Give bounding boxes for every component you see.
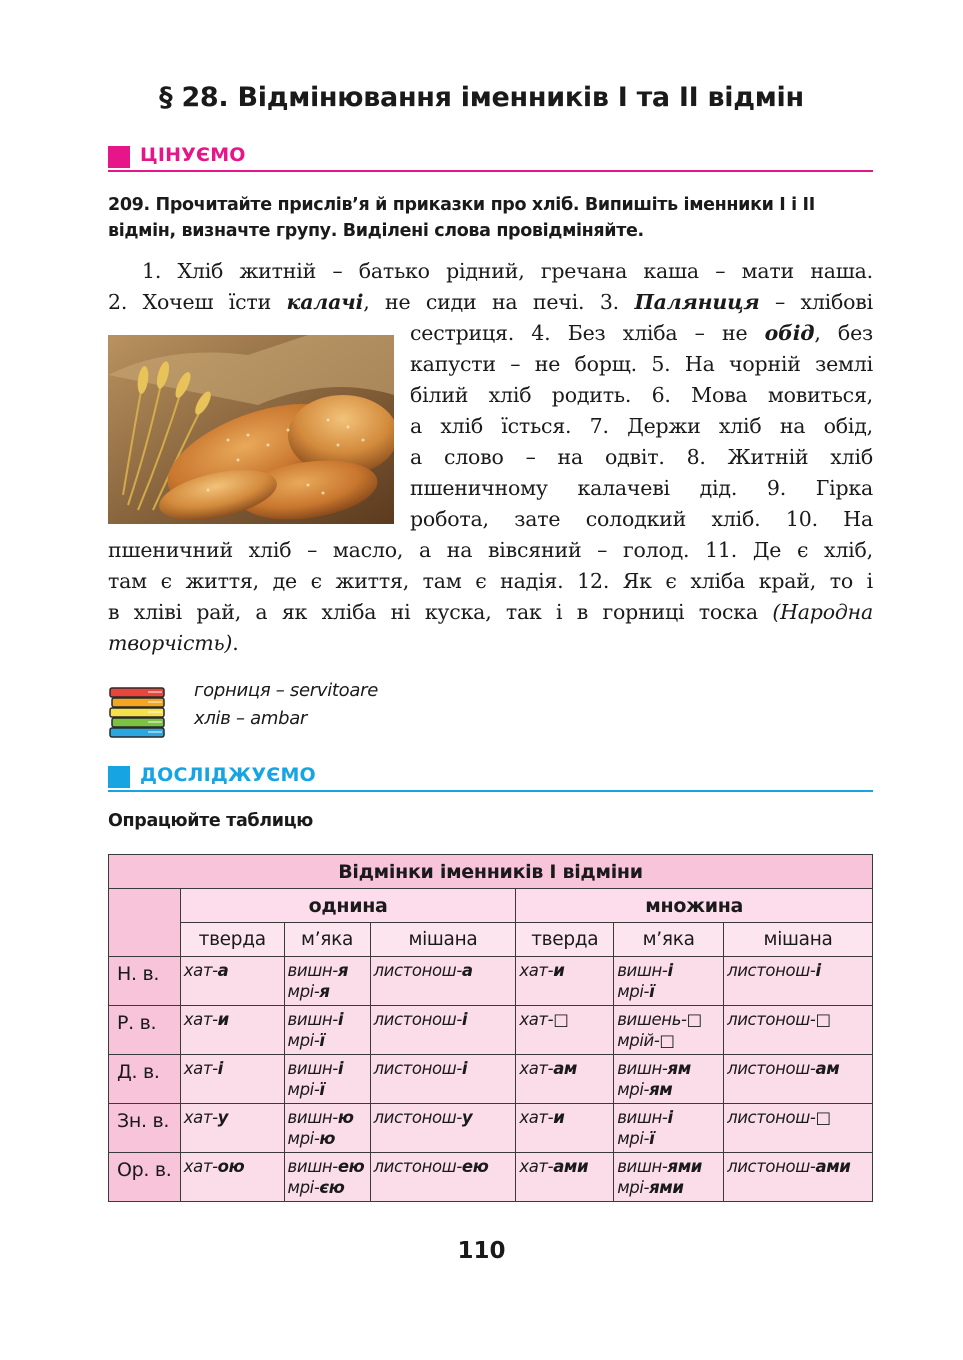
- table-cell: [614, 1055, 724, 1104]
- word-ending: и: [553, 1108, 565, 1127]
- text-line: пшеничному калачеві дід. 9. Гірка: [410, 476, 873, 500]
- table-body: [109, 957, 873, 1202]
- word-ending: ї: [649, 1129, 655, 1148]
- vocabulary-box: [108, 680, 508, 740]
- word-stem: вишн-: [287, 1108, 338, 1127]
- table-cell: [370, 1104, 516, 1153]
- word-form: [184, 960, 281, 981]
- word-ending: ї: [319, 1031, 325, 1050]
- word-form: [184, 1107, 281, 1128]
- table-cell: [516, 1153, 614, 1202]
- table-cell: [614, 957, 724, 1006]
- table-cell: [516, 1104, 614, 1153]
- word-form: [288, 1009, 367, 1030]
- section-header-doslidzhuemo: [108, 762, 873, 792]
- section-label: ДОСЛІДЖУЄМО: [140, 764, 316, 786]
- table-corner: [109, 889, 181, 957]
- table-cell: [284, 957, 370, 1006]
- word-stem: листонош-: [727, 961, 816, 980]
- case-label: Н. в.: [109, 957, 181, 1006]
- word-ending: ами: [553, 1157, 589, 1176]
- word-ending: і: [337, 1059, 344, 1078]
- table-cell: [370, 1055, 516, 1104]
- word-stem: листонош-: [727, 1157, 816, 1176]
- word-stem: хат-: [183, 1059, 218, 1078]
- text-line: в хліві рай, а як хліба ні куска, так і в горниці тоска (Народна: [108, 600, 873, 624]
- word-ending: ями: [667, 1157, 702, 1176]
- word-form: [519, 1107, 610, 1128]
- word-form: [727, 1156, 869, 1177]
- word-form: [617, 1128, 720, 1149]
- word-stem: вишн-: [617, 1059, 668, 1078]
- header-group: тверда: [180, 923, 284, 957]
- section-divider: [108, 170, 873, 172]
- word-stem: вишн-: [287, 1059, 338, 1078]
- proverbs-text-bottom: [108, 535, 873, 659]
- proverbs-text-top: [108, 256, 873, 318]
- word-ending: і: [337, 1010, 344, 1029]
- table-cell: [180, 1055, 284, 1104]
- books-stack-icon: [108, 686, 168, 740]
- word-form: [288, 1156, 367, 1177]
- bread-photo: [108, 335, 394, 524]
- word-ending: і: [667, 1108, 673, 1127]
- word-form: [617, 1058, 720, 1079]
- text-line: капусти – не борщ. 5. На чорній землі: [410, 352, 873, 376]
- page-title: § 28. Відмінювання іменників І та ІІ відмін: [159, 82, 804, 113]
- word-stem: мрі-: [287, 1178, 320, 1197]
- header-group: м’яка: [614, 923, 724, 957]
- word-stem: мрі-: [287, 1080, 320, 1099]
- word-form: [184, 1058, 281, 1079]
- word-form: [617, 1156, 720, 1177]
- text-line: пшеничний хліб – масло, а на вівсяний – голод. 11. Де є хліб,: [108, 538, 873, 562]
- table-cell: [724, 957, 873, 1006]
- word-form: [617, 1030, 720, 1051]
- word-ending: ю: [319, 1129, 336, 1148]
- word-ending: ею: [461, 1157, 489, 1176]
- header-plural: множина: [516, 889, 873, 923]
- word-ending: а: [461, 961, 473, 980]
- proverbs-text-wrap: [410, 318, 873, 535]
- word-ending: ями: [649, 1178, 684, 1197]
- square-marker-icon: [108, 146, 130, 168]
- word-stem: хат-: [183, 1010, 218, 1029]
- word-form: [727, 1058, 869, 1079]
- header-group: м’яка: [284, 923, 370, 957]
- word-form: [374, 1107, 513, 1128]
- word-stem: мрі-: [617, 982, 650, 1001]
- table-row: [109, 1104, 873, 1153]
- table-cell: [516, 1006, 614, 1055]
- table-row: [109, 957, 873, 1006]
- word-stem: хат-: [183, 1157, 218, 1176]
- word-ending: і: [667, 961, 673, 980]
- section-header-cinuemo: [108, 142, 873, 172]
- word-form: [519, 1156, 610, 1177]
- word-form: [288, 1128, 367, 1149]
- task-instruction: [108, 192, 873, 244]
- word-stem: вишн-: [287, 1010, 338, 1029]
- table-cell: [614, 1153, 724, 1202]
- word-form: [519, 1009, 610, 1030]
- word-form: [184, 1009, 281, 1030]
- word-ending: єю: [319, 1178, 345, 1197]
- word-stem: вишн-: [617, 1108, 668, 1127]
- text-line: а слово – на одвіт. 8. Житній хліб: [410, 445, 873, 469]
- table-cell: [284, 1055, 370, 1104]
- word-form: [727, 1009, 869, 1030]
- word-form: [617, 1107, 720, 1128]
- word-ending: ам: [553, 1059, 578, 1078]
- table-cell: [180, 1006, 284, 1055]
- table-cell: [614, 1006, 724, 1055]
- page-number: 110: [457, 1238, 506, 1264]
- word-stem: листонош-: [373, 1108, 462, 1127]
- word-stem: листонош-: [373, 1059, 462, 1078]
- word-ending: я: [319, 982, 330, 1001]
- text-line: там є життя, де є життя, там є надія. 12. Як є хліба край, то і: [108, 569, 873, 593]
- section-divider: [108, 790, 873, 792]
- word-form: [519, 1058, 610, 1079]
- table-cell: [284, 1104, 370, 1153]
- table-cell: [284, 1153, 370, 1202]
- word-stem: листонош-□: [727, 1010, 831, 1029]
- word-stem: мрі-: [287, 1129, 320, 1148]
- word-stem: хат-: [519, 1108, 554, 1127]
- word-ending: ами: [815, 1157, 851, 1176]
- word-stem: мрі-: [617, 1080, 650, 1099]
- table-cell: [724, 1153, 873, 1202]
- header-group: мішана: [724, 923, 873, 957]
- word-form: [617, 1079, 720, 1100]
- text-line: сестриця. 4. Без хліба – не обід, без: [410, 321, 873, 345]
- word-ending: я: [337, 961, 349, 980]
- word-stem: хат-: [519, 1157, 554, 1176]
- word-ending: і: [461, 1059, 468, 1078]
- table-cell: [724, 1006, 873, 1055]
- word-stem: вишн-: [287, 961, 338, 980]
- word-stem: листонош-: [373, 961, 462, 980]
- table-cell: [180, 1153, 284, 1202]
- table-row: [109, 1055, 873, 1104]
- word-ending: і: [217, 1059, 223, 1078]
- word-form: [617, 1009, 720, 1030]
- word-ending: і: [815, 961, 821, 980]
- task-number: 209.: [108, 195, 150, 215]
- text-line: а хліб їсться. 7. Держи хліб на обід,: [410, 414, 873, 438]
- bread-illustration-icon: [108, 335, 394, 524]
- header-group: тверда: [516, 923, 614, 957]
- word-stem: листонош-□: [727, 1108, 831, 1127]
- word-ending: ам: [815, 1059, 840, 1078]
- word-stem: вишн-: [617, 961, 668, 980]
- table-cell: [370, 1153, 516, 1202]
- text-line: 1. Хліб житній – батько рідний, гречана каша – мати наша.: [142, 259, 873, 283]
- table-cell: [724, 1104, 873, 1153]
- word-stem: хат-: [183, 1108, 218, 1127]
- table-instruction: Опрацюйте таблицю: [108, 811, 313, 831]
- word-form: [374, 1156, 513, 1177]
- word-stem: вишень-□: [617, 1010, 702, 1029]
- table-cell: [614, 1104, 724, 1153]
- word-form: [288, 1079, 367, 1100]
- case-label: Зн. в.: [109, 1104, 181, 1153]
- table-cell: [370, 957, 516, 1006]
- word-form: [374, 1058, 513, 1079]
- word-ending: ям: [667, 1059, 691, 1078]
- word-form: [617, 960, 720, 981]
- case-label: Д. в.: [109, 1055, 181, 1104]
- word-stem: хат-□: [519, 1010, 569, 1029]
- word-form: [288, 1107, 367, 1128]
- table-cell: [516, 1055, 614, 1104]
- table-cell: [180, 957, 284, 1006]
- word-ending: і: [461, 1010, 468, 1029]
- word-stem: вишн-: [287, 1157, 338, 1176]
- word-stem: мрій-□: [617, 1031, 675, 1050]
- word-stem: хат-: [183, 961, 218, 980]
- word-ending: у: [461, 1108, 473, 1127]
- case-label: Ор. в.: [109, 1153, 181, 1202]
- word-form: [374, 960, 513, 981]
- word-form: [288, 1030, 367, 1051]
- table-cell: [724, 1055, 873, 1104]
- word-form: [727, 1107, 869, 1128]
- word-ending: и: [217, 1010, 229, 1029]
- text-line: білий хліб родить. 6. Мова мовиться,: [410, 383, 873, 407]
- square-marker-icon: [108, 766, 130, 788]
- word-ending: ї: [649, 982, 655, 1001]
- table-title: Відмінки іменників І відміни: [109, 855, 873, 889]
- word-stem: вишн-: [617, 1157, 668, 1176]
- word-stem: листонош-: [727, 1059, 816, 1078]
- word-ending: ям: [649, 1080, 673, 1099]
- word-form: [519, 960, 610, 981]
- text-line: робота, зате солодкий хліб. 10. На: [410, 507, 873, 531]
- text-line: 2. Хочеш їсти калачі, не сиди на печі. 3. Паляниця – хлібові: [108, 290, 873, 314]
- word-stem: мрі-: [617, 1178, 650, 1197]
- word-form: [617, 1177, 720, 1198]
- table-cell: [516, 957, 614, 1006]
- word-ending: ї: [319, 1080, 325, 1099]
- word-stem: листонош-: [373, 1157, 462, 1176]
- word-form: [288, 1177, 367, 1198]
- word-form: [288, 1058, 367, 1079]
- table-row: [109, 1006, 873, 1055]
- table-cell: [370, 1006, 516, 1055]
- word-ending: ою: [217, 1157, 245, 1176]
- table-cell: [284, 1006, 370, 1055]
- declension-table: [108, 854, 873, 1202]
- word-stem: хат-: [519, 961, 554, 980]
- word-stem: мрі-: [617, 1129, 650, 1148]
- word-stem: мрі-: [287, 1031, 320, 1050]
- header-group: мішана: [370, 923, 516, 957]
- table-cell: [180, 1104, 284, 1153]
- word-stem: мрі-: [287, 982, 320, 1001]
- word-stem: листонош-: [373, 1010, 462, 1029]
- word-form: [727, 960, 869, 981]
- word-ending: ю: [337, 1108, 354, 1127]
- word-form: [288, 960, 367, 981]
- word-ending: у: [217, 1108, 228, 1127]
- word-form: [184, 1156, 281, 1177]
- header-singular: однина: [180, 889, 516, 923]
- case-label: Р. в.: [109, 1006, 181, 1055]
- task-text: Прочитайте прислів’я й приказки про хліб. Випишіть іменники І і ІІ відмін, визначте групу. Виділені слова провідміняйте.: [108, 195, 815, 241]
- word-form: [374, 1009, 513, 1030]
- vocab-entry: хлів – ambar: [194, 708, 308, 729]
- word-ending: ею: [337, 1157, 365, 1176]
- text-line: творчість).: [108, 631, 239, 655]
- word-form: [617, 981, 720, 1002]
- word-form: [288, 981, 367, 1002]
- table-row: [109, 1153, 873, 1202]
- section-label: ЦІНУЄМО: [140, 144, 246, 166]
- vocab-entry: горниця – servitoare: [194, 680, 378, 701]
- word-stem: хат-: [519, 1059, 554, 1078]
- word-ending: и: [553, 961, 565, 980]
- word-ending: а: [217, 961, 229, 980]
